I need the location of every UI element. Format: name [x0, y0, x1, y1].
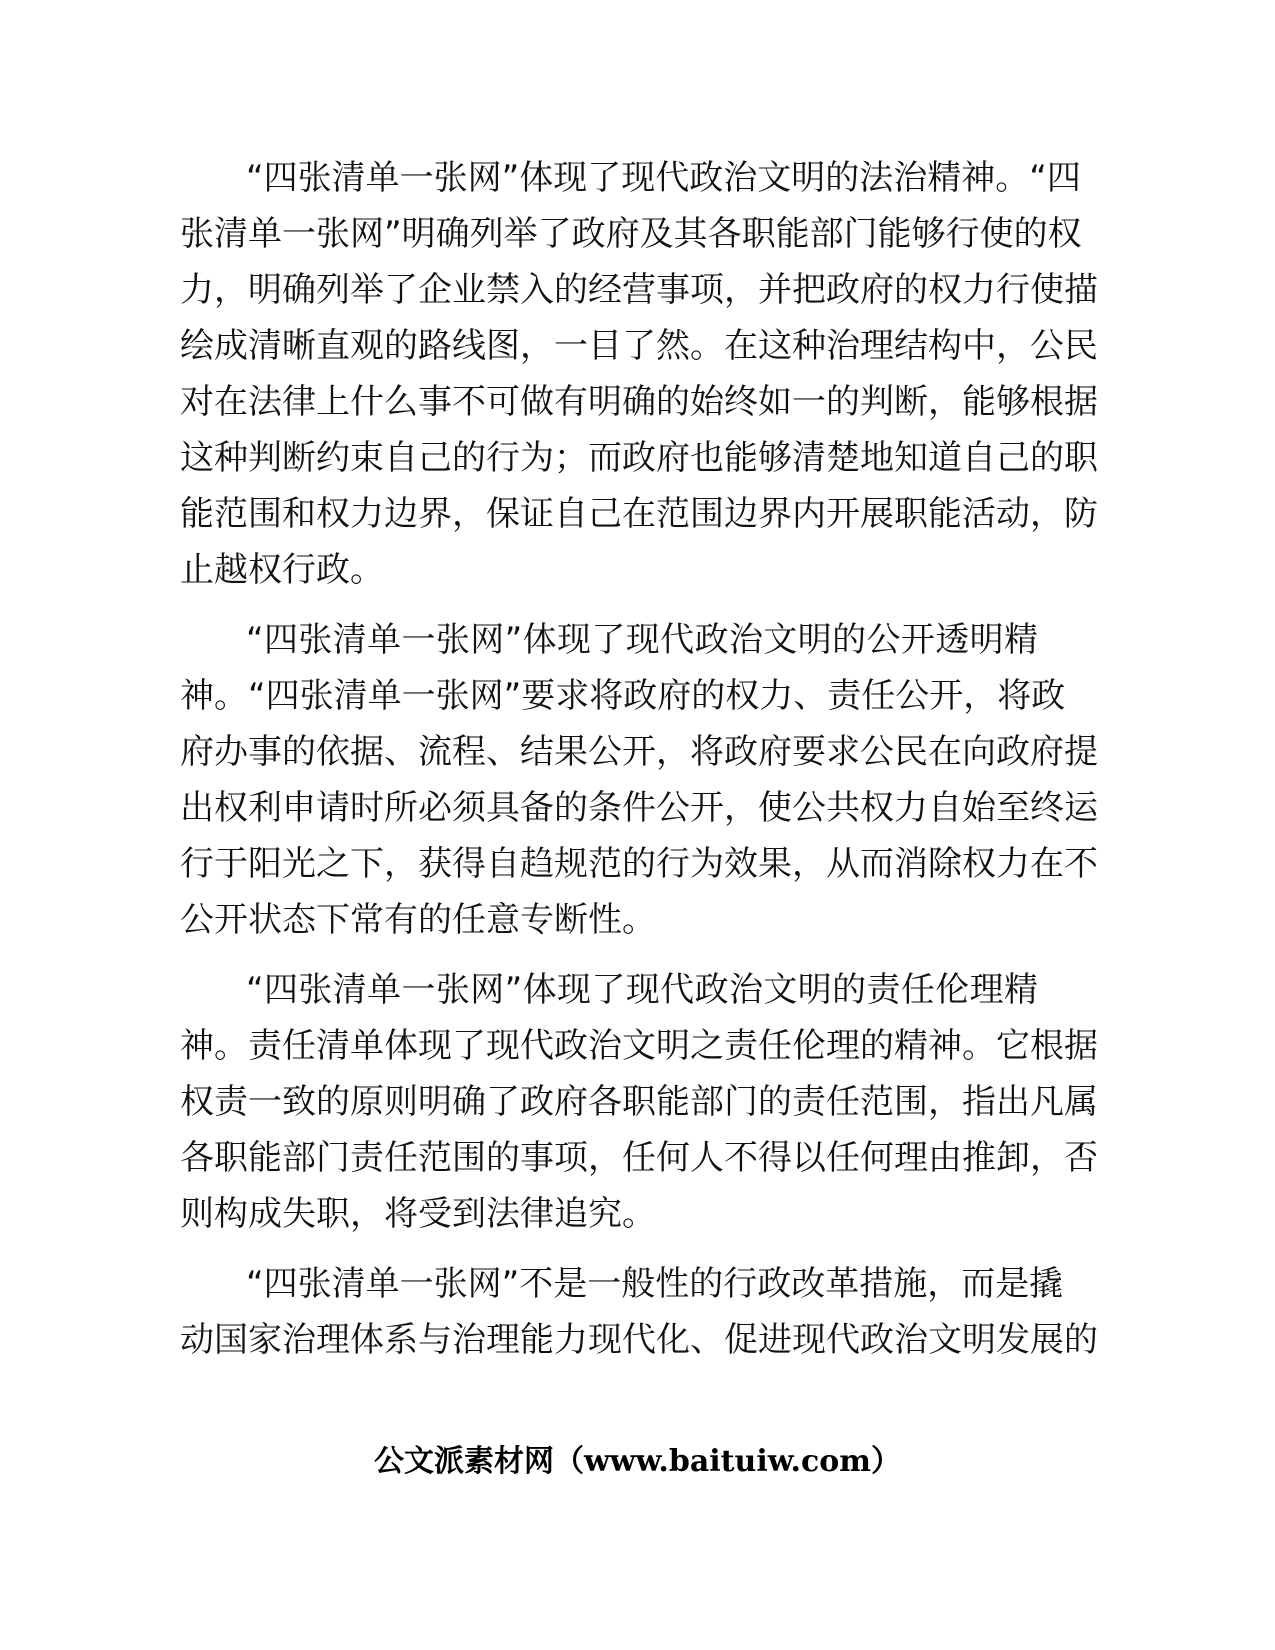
paragraph-rule-of-law	[180, 150, 1098, 598]
paragraph-line: 能范围和权力边界，保证自己在范围边界内开展职能活动，防	[180, 494, 1098, 534]
paragraph-line: 动国家治理体系与治理能力现代化、促进现代政治文明发展的	[180, 1320, 1098, 1360]
paragraph-line: 力，明确列举了企业禁入的经营事项，并把政府的权力行使描	[180, 270, 1098, 310]
paragraph-line: 则构成失职，将受到法律追究。	[180, 1194, 656, 1234]
paragraph-line: 出权利申请时所必须具备的条件公开，使公共权力自始至终运	[180, 788, 1098, 828]
paragraph-line: “四张清单一张网”不是一般性的行政改革措施，而是撬	[246, 1264, 1064, 1304]
paragraph-line: 这种判断约束自己的行为；而政府也能够清楚地知道自己的职	[180, 438, 1098, 478]
paragraph-line: 行于阳光之下，获得自趋规范的行为效果，从而消除权力在不	[180, 844, 1098, 884]
paragraph-line: 府办事的依据、流程、结果公开，将政府要求公民在向政府提	[180, 732, 1098, 772]
paragraph-conclusion	[180, 1256, 1098, 1368]
paragraph-transparency	[180, 612, 1098, 948]
paragraph-line: 权责一致的原则明确了政府各职能部门的责任范围，指出凡属	[180, 1082, 1098, 1122]
paragraph-line: 公开状态下常有的任意专断性。	[180, 900, 656, 940]
paragraph-line: “四张清单一张网”体现了现代政治文明的公开透明精	[246, 620, 1038, 660]
paragraph-line: 张清单一张网”明确列举了政府及其各职能部门能够行使的权	[180, 214, 1082, 254]
paragraph-line: 神。责任清单体现了现代政治文明之责任伦理的精神。它根据	[180, 1026, 1098, 1066]
page-footer-watermark: 公文派素材网（www.baituiw.com）	[373, 1444, 902, 1479]
paragraph-line: “四张清单一张网”体现了现代政治文明的法治精神。“四	[246, 158, 1081, 198]
paragraph-line: 止越权行政。	[180, 550, 384, 590]
paragraph-line: 各职能部门责任范围的事项，任何人不得以任何理由推卸，否	[180, 1138, 1098, 1178]
paragraph-responsibility	[180, 962, 1098, 1242]
paragraph-line: “四张清单一张网”体现了现代政治文明的责任伦理精	[246, 970, 1038, 1010]
document-body	[180, 150, 1098, 1382]
paragraph-line: 对在法律上什么事不可做有明确的始终如一的判断，能够根据	[180, 382, 1098, 422]
paragraph-line: 绘成清晰直观的路线图，一目了然。在这种治理结构中，公民	[180, 326, 1098, 366]
paragraph-line: 神。“四张清单一张网”要求将政府的权力、责任公开，将政	[180, 676, 1066, 716]
